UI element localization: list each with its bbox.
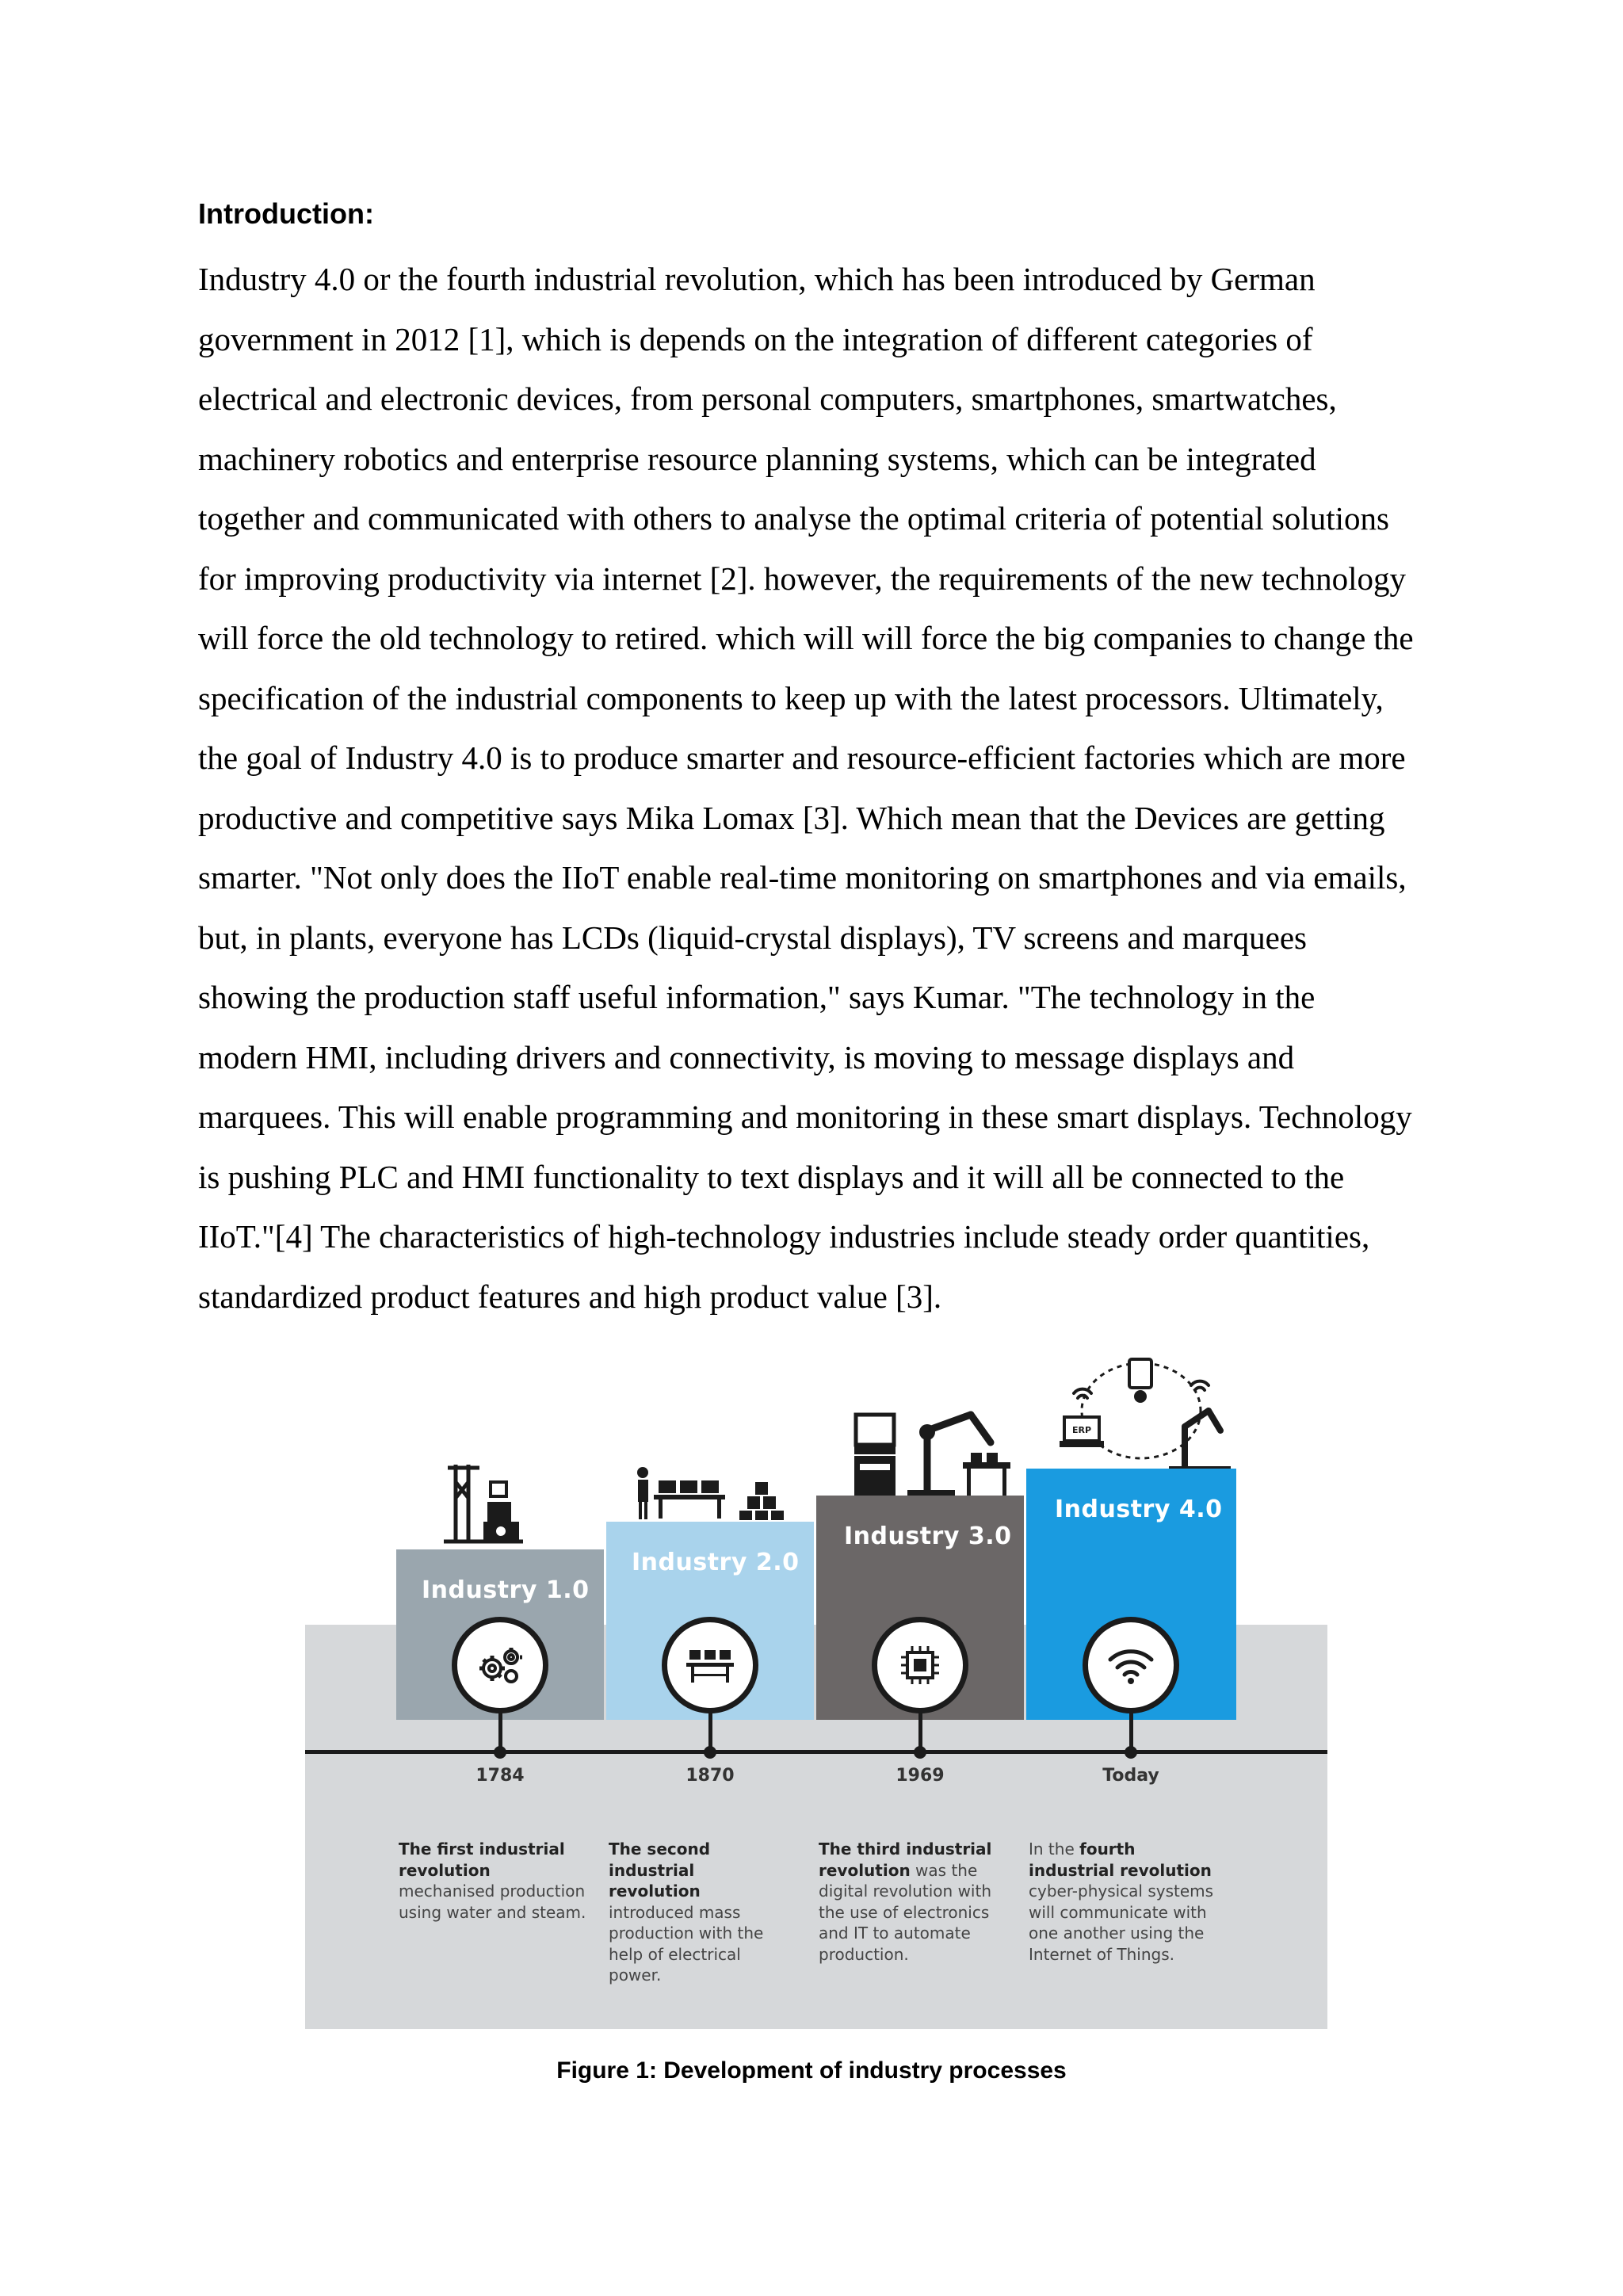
figure-caption: Figure 1: Development of industry processes: [556, 2057, 1067, 2084]
text-line: the goal of Industry 4.0 is to produce smarter and resource-efficient factories which are more: [198, 739, 1406, 776]
erp-label: ERP: [1071, 1425, 1092, 1435]
industry-4-title: Industry 4.0: [1055, 1496, 1223, 1523]
text-line: government in 2012 [1], which is depends on the integration of different categories of: [198, 320, 1313, 357]
conveyor-circle: [662, 1617, 758, 1713]
gears-icon: [475, 1643, 525, 1687]
text-line: electrical and electronic devices, from personal computers, smartphones, smartwatches,: [198, 380, 1337, 417]
text-line: modern HMI, including drivers and connectivity, is moving to message displays and: [198, 1038, 1295, 1075]
assembly-line-icon: [636, 1466, 795, 1522]
desc-text: cyber-physical systems will communicate with one another using the Internet of Things.: [1029, 1881, 1214, 1964]
desc-bold: The first industrial revolution: [399, 1839, 565, 1880]
text-line: is pushing PLC and HMI functionality to text displays and it will all be connected to the: [198, 1158, 1345, 1195]
text-line: smarter. "Not only does the IIoT enable real-time monitoring on smartphones and via emails,: [198, 859, 1407, 896]
year-label: 1870: [685, 1766, 735, 1786]
industry-1-title: Industry 1.0: [422, 1576, 590, 1604]
text-line: productive and competitive says Mika Lomax [3]. Which mean that the Devices are getting: [198, 799, 1385, 836]
desc-bold: The third industrial revolution: [819, 1839, 992, 1880]
text-line: IIoT."[4] The characteristics of high-technology industries include steady order quantities,: [198, 1218, 1370, 1255]
desc-prefix: In the: [1029, 1839, 1080, 1859]
year-label: Today: [1102, 1766, 1159, 1786]
desc-text: mechanised production using water and steam.: [399, 1881, 586, 1922]
text-line: but, in plants, everyone has LCDs (liquid-crystal displays), TV screens and marquees: [198, 919, 1308, 956]
wifi-circle: [1083, 1617, 1179, 1713]
timeline-dot: [494, 1746, 506, 1759]
year-label: 1969: [896, 1766, 945, 1786]
text-line: machinery robotics and enterprise resource planning systems, which can be integrated: [198, 440, 1316, 477]
text-line: showing the production staff useful information," says Kumar. "The technology in the: [198, 979, 1316, 1015]
desc-bold: fourth industrial revolution: [1029, 1839, 1212, 1880]
text-line: standardized product features and high product value [3].: [198, 1278, 942, 1315]
desc-bold: The second industrial revolution: [609, 1839, 711, 1901]
chip-circle: [872, 1617, 968, 1713]
gears-circle: [452, 1617, 548, 1713]
year-label: 1784: [475, 1766, 525, 1786]
computer-robot-arm-icon: [852, 1407, 1018, 1502]
stage-description: [819, 1839, 1001, 1965]
stage-description: [609, 1839, 787, 1986]
timeline-line: [305, 1750, 1327, 1754]
connected-devices-icon: [1050, 1347, 1232, 1474]
text-line: specification of the industrial components to keep up with the latest processors. Ultimately,: [198, 679, 1384, 716]
industry-3-title: Industry 3.0: [844, 1522, 1012, 1550]
timeline-dot: [704, 1746, 716, 1759]
stage-description: [1029, 1839, 1215, 1965]
stage-description: [399, 1839, 589, 1923]
desc-text: was the digital revolution with the use of electronics and IT to automate production.: [819, 1860, 992, 1964]
text-line: marquees. This will enable programming and monitoring in these smart displays. Technology: [198, 1098, 1412, 1135]
industry-timeline-figure: [305, 1347, 1327, 2029]
conveyor-belt-icon: [685, 1645, 735, 1685]
text-line: for improving productivity via internet [2]. however, the requirements of the new technology: [198, 560, 1407, 597]
text-line: together and communicated with others to analyse the optimal criteria of potential solutions: [198, 500, 1389, 537]
text-line: will force the old technology to retired. which will will force the big companies to change the: [198, 620, 1414, 656]
body-paragraph: [198, 255, 1466, 1332]
industry-2-title: Industry 2.0: [632, 1549, 800, 1576]
timeline-dot: [1125, 1746, 1137, 1759]
text-line: Industry 4.0 or the fourth industrial revolution, which has been introduced by German: [198, 261, 1316, 297]
desc-text: introduced mass production with the help of electrical power.: [609, 1902, 764, 1985]
microchip-icon: [898, 1643, 942, 1687]
timeline-dot: [914, 1746, 926, 1759]
section-heading: Introduction:: [198, 197, 374, 230]
oil-derrick-icon: [440, 1458, 527, 1545]
wifi-icon: [1106, 1645, 1156, 1685]
